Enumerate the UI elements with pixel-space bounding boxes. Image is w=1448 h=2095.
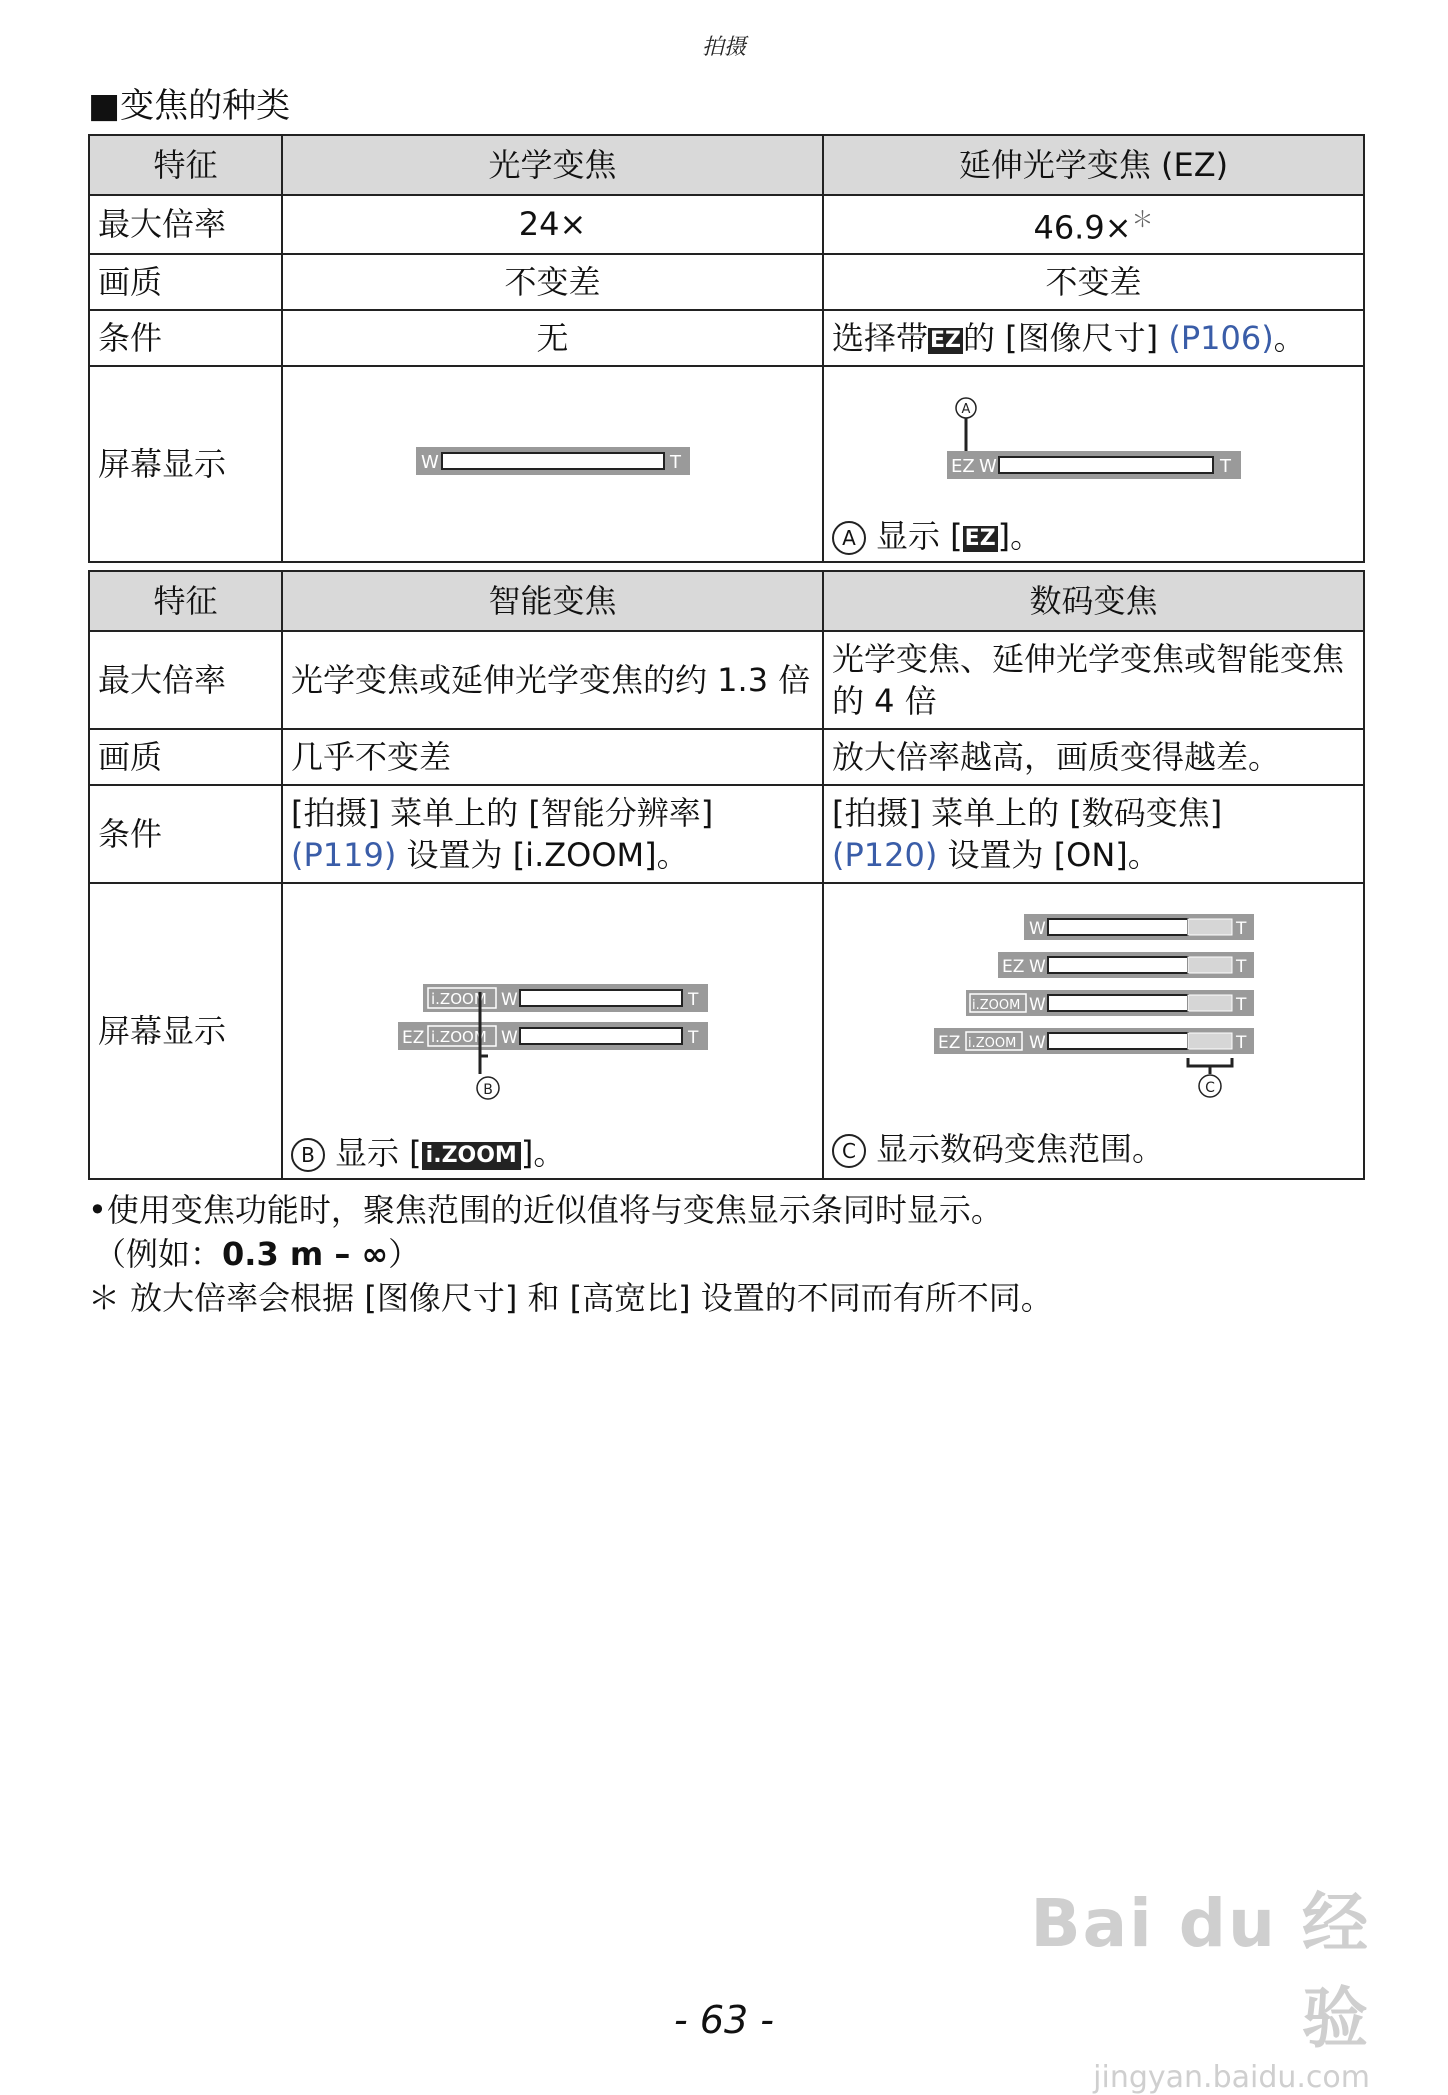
max-izoom: 光学变焦或延伸光学变焦的约 1.3 倍 bbox=[282, 631, 823, 729]
quality-optical: 不变差 bbox=[282, 254, 823, 310]
row-label-condition: 条件 bbox=[89, 785, 282, 883]
link-p120[interactable]: (P120) bbox=[832, 836, 938, 874]
note-a-text-pre: 显示 [ bbox=[876, 516, 963, 555]
condition-ez-text-a: 选择带 bbox=[832, 318, 929, 357]
ez-icon: EZ bbox=[930, 327, 961, 353]
table-row bbox=[89, 195, 1364, 254]
zoom-bar-optical bbox=[416, 447, 690, 475]
note-b-text-pre: 显示 [ bbox=[335, 1134, 422, 1172]
bar-w-label: W bbox=[1028, 957, 1046, 977]
bar-w-label: W bbox=[420, 451, 439, 473]
header-digital-zoom: 数码变焦 bbox=[823, 571, 1364, 631]
header-feature: 特征 bbox=[89, 571, 282, 631]
example-close: ） bbox=[388, 1235, 421, 1273]
table-row bbox=[89, 310, 1364, 366]
link-p106[interactable]: (P106) bbox=[1168, 318, 1274, 357]
bar-w-label: W bbox=[500, 1028, 518, 1048]
row-label-condition: 条件 bbox=[89, 310, 282, 366]
bar-izoom-label: i.ZOOM bbox=[430, 990, 487, 1008]
bar-izoom-label: i.ZOOM bbox=[430, 1028, 487, 1046]
quality-izoom: 几乎不变差 bbox=[282, 729, 823, 785]
note-c bbox=[832, 1128, 1355, 1170]
bar-t-label: T bbox=[1235, 957, 1246, 977]
bar-w-label: W bbox=[1028, 919, 1046, 939]
footnote: ＊ 放大倍率会根据 [图像尺寸] 和 [高宽比] 设置的不同而有所不同。 bbox=[88, 1279, 1053, 1317]
table-header-row bbox=[89, 571, 1364, 631]
row-label-max: 最大倍率 bbox=[89, 195, 282, 254]
screen-optical-cell bbox=[282, 366, 823, 562]
mark-c: C bbox=[832, 1134, 866, 1168]
bar-ez-label: EZ bbox=[401, 1028, 424, 1048]
note-a-text-post: ]。 bbox=[997, 516, 1043, 555]
bar-t-label: T bbox=[1219, 455, 1231, 477]
condition-ez-cell bbox=[823, 310, 1364, 366]
asterisk-mark: ＊ bbox=[1131, 208, 1154, 233]
watermark-url: jingyan.baidu.com bbox=[1093, 2060, 1370, 2095]
row-label-quality: 画质 bbox=[89, 729, 282, 785]
bar-izoom-label: i.ZOOM bbox=[967, 1036, 1016, 1051]
row-label-screen: 屏幕显示 bbox=[89, 883, 282, 1179]
table-row bbox=[89, 631, 1364, 729]
max-ez-cell bbox=[823, 195, 1364, 254]
max-digital: 光学变焦、延伸光学变焦或智能变焦的 4 倍 bbox=[823, 631, 1364, 729]
bar-t-label: T bbox=[1235, 1033, 1246, 1053]
condition-optical: 无 bbox=[282, 310, 823, 366]
bar-t-label: T bbox=[1235, 919, 1246, 939]
zoom-types-table-2 bbox=[88, 570, 1365, 1180]
note-bullet: •使用变焦功能时，聚焦范围的近似值将与变焦显示条同时显示。 bbox=[88, 1191, 1003, 1229]
note-example bbox=[88, 1232, 1053, 1276]
zoom-types-table-1 bbox=[88, 134, 1365, 563]
bar-ez-label: EZ bbox=[937, 1033, 960, 1053]
table-row bbox=[89, 785, 1364, 883]
header-optical-zoom: 光学变焦 bbox=[282, 135, 823, 195]
screen-ez-cell bbox=[823, 366, 1364, 562]
bar-w-label: W bbox=[978, 455, 997, 477]
section-title: ■变焦的种类 bbox=[88, 86, 291, 126]
table-row bbox=[89, 366, 1364, 562]
table-row bbox=[89, 883, 1364, 1179]
mark-c-diagram: C bbox=[1204, 1080, 1215, 1096]
example-open: （例如： bbox=[94, 1235, 223, 1273]
mark-a-diagram: A bbox=[961, 401, 970, 417]
izoom-icon: i.ZOOM bbox=[422, 1142, 521, 1170]
example-value: 0.3 m – ∞ bbox=[222, 1235, 389, 1273]
bar-t-label: T bbox=[687, 990, 698, 1010]
ez-icon: EZ bbox=[964, 525, 996, 551]
bar-izoom-label: i.ZOOM bbox=[971, 998, 1020, 1013]
condition-digital-text-a: [拍摄] 菜单上的 [数码变焦] bbox=[832, 794, 1223, 832]
table-row bbox=[89, 729, 1364, 785]
quality-ez: 不变差 bbox=[823, 254, 1364, 310]
screen-digital-cell bbox=[823, 883, 1364, 1179]
max-optical: 24× bbox=[282, 195, 823, 254]
table-header-row bbox=[89, 135, 1364, 195]
table-row bbox=[89, 254, 1364, 310]
header-extended-optical-zoom: 延伸光学变焦 (EZ) bbox=[823, 135, 1364, 195]
zoom-bar-izoom bbox=[398, 984, 708, 1114]
row-label-quality: 画质 bbox=[89, 254, 282, 310]
note-b bbox=[291, 1132, 814, 1174]
bar-t-label: T bbox=[687, 1028, 698, 1048]
link-p119[interactable]: (P119) bbox=[291, 836, 397, 874]
note-a bbox=[832, 515, 1355, 557]
bar-w-label: W bbox=[1028, 1033, 1046, 1053]
page-number: - 63 - bbox=[674, 1998, 774, 2042]
condition-ez-text-b: 的 [图像尺寸] bbox=[963, 318, 1169, 357]
mark-b-diagram: B bbox=[482, 1082, 493, 1098]
condition-izoom-text-b: 设置为 [i.ZOOM]。 bbox=[396, 836, 689, 874]
header-intelligent-zoom: 智能变焦 bbox=[282, 571, 823, 631]
condition-digital-text-b: 设置为 [ON]。 bbox=[937, 836, 1160, 874]
zoom-bar-ez bbox=[947, 397, 1241, 497]
row-label-max: 最大倍率 bbox=[89, 631, 282, 729]
bar-t-label: T bbox=[669, 451, 681, 473]
baidu-watermark bbox=[1030, 1870, 1370, 2095]
bar-ez-label: EZ bbox=[1001, 957, 1024, 977]
header-feature: 特征 bbox=[89, 135, 282, 195]
notes-block bbox=[88, 1188, 1053, 1320]
bar-w-label: W bbox=[1028, 995, 1046, 1015]
zoom-bar-digital bbox=[934, 914, 1254, 1114]
note-c-text: 显示数码变焦范围。 bbox=[876, 1130, 1165, 1168]
condition-izoom-text-a: [拍摄] 菜单上的 [智能分辨率] bbox=[291, 794, 714, 832]
quality-digital: 放大倍率越高，画质变得越差。 bbox=[823, 729, 1364, 785]
condition-ez-text-c: 。 bbox=[1273, 318, 1306, 357]
note-b-text-post: ]。 bbox=[520, 1134, 566, 1172]
row-label-screen: 屏幕显示 bbox=[89, 366, 282, 562]
bar-ez-label: EZ bbox=[950, 455, 975, 477]
max-ez: 46.9× bbox=[1033, 208, 1132, 247]
condition-digital-cell bbox=[823, 785, 1364, 883]
condition-izoom-cell bbox=[282, 785, 823, 883]
bar-w-label: W bbox=[500, 990, 518, 1010]
mark-a: A bbox=[832, 521, 866, 555]
watermark-logo: Bai du 经验 bbox=[1030, 1885, 1370, 2057]
mark-b: B bbox=[291, 1138, 325, 1172]
page-header-title: 拍摄 bbox=[701, 35, 746, 60]
screen-izoom-cell bbox=[282, 883, 823, 1179]
bar-t-label: T bbox=[1235, 995, 1246, 1015]
